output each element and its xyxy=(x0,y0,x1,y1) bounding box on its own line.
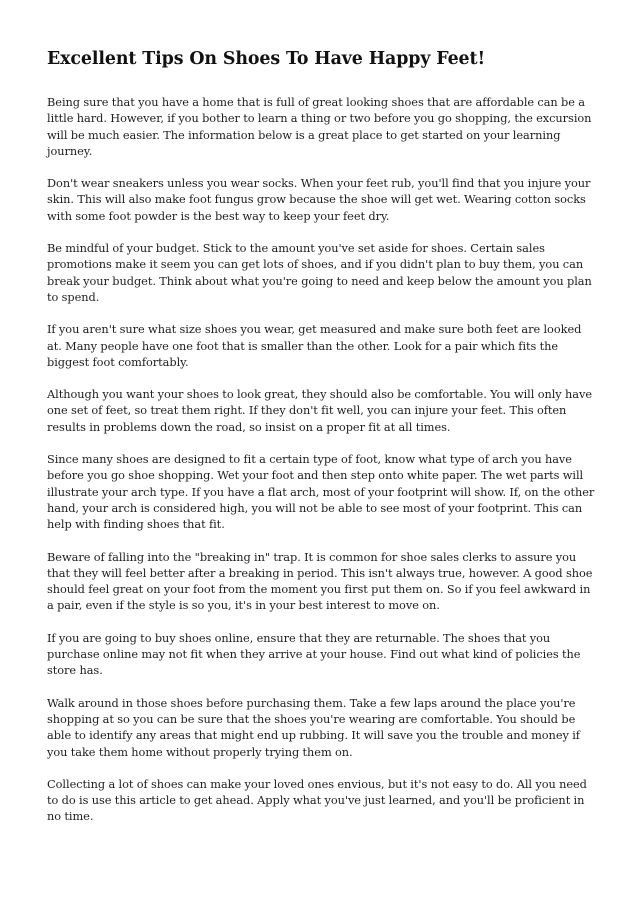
paragraph-intro: Being sure that you have a home that is full of great looking shoes that are affordable can be a little hard. However, if you bother to learn a thing or two before you go shopping, the excursion will be much easier. The information below is a great place to get started on your learning journey. xyxy=(47,95,592,158)
paragraph-online: If you are going to buy shoes online, ensure that they are returnable. The shoes that you purchase online may not fit when they arrive at your house. Find out what kind of policies the store has. xyxy=(47,630,581,678)
paragraph-socks: Don't wear sneakers unless you wear socks. When your feet rub, you'll find that you injure your skin. This will also make foot fungus grow because the shoe will get wet. Wearing cotton socks with some foot powder is the best way to keep your feet dry. xyxy=(47,176,591,223)
paragraph-walk-around: Walk around in those shoes before purchasing them. Take a few laps around the place you're shopping at so you can be sure that the shoes you're wearing are comfortable. You should be able to identify any areas that might end up rubbing. It will save you the trouble and money if you take them home without properly trying them on. xyxy=(47,695,580,759)
document-page xyxy=(47,48,595,841)
paragraph-budget: Be mindful of your budget. Stick to the amount you've set aside for shoes. Certain sales promotions make it seem you can get lots of shoes, and if you didn't plan to buy them, you can break your budget. Think about what you're going to need and keep below the amount you plan to spend. xyxy=(47,241,592,304)
paragraph-conclusion: Collecting a lot of shoes can make your loved ones envious, but it's not easy to do. All you need to do is use this article to get ahead. Apply what you've just learned, and you'll be proficient in no time. xyxy=(47,776,587,824)
paragraph-breaking-in: Beware of falling into the "breaking in" trap. It is common for shoe sales clerks to assure you that they will feel better after a breaking in period. This isn't always true, however. A good shoe should feel great on your foot from the moment you first put them on. So if you feel awkward in a pair, even if the style is so you, it's in your best interest to move on. xyxy=(47,549,593,613)
paragraph-comfort: Although you want your shoes to look great, they should also be comfortable. You will only have one set of feet, so treat them right. If they don't fit well, you can injure your feet. This often results in problems down the road, so insist on a proper fit at all times. xyxy=(47,387,593,434)
document-title: Excellent Tips On Shoes To Have Happy Feet! xyxy=(47,49,485,69)
paragraph-size: If you aren't sure what size shoes you wear, get measured and make sure both feet are looked at. Many people have one foot that is smaller than the other. Look for a pair which fits the biggest foot comfortably. xyxy=(47,322,582,369)
paragraph-arch: Since many shoes are designed to fit a certain type of foot, know what type of arch you have before you go shoe shopping. Wet your foot and then step onto white paper. The wet parts will illustrate your arch type. If you have a flat arch, most of your footprint will show. If, on the other hand, your arch is considered high, you will not be able to see most of your footprint. This can help with finding shoes that fit. xyxy=(47,452,595,532)
